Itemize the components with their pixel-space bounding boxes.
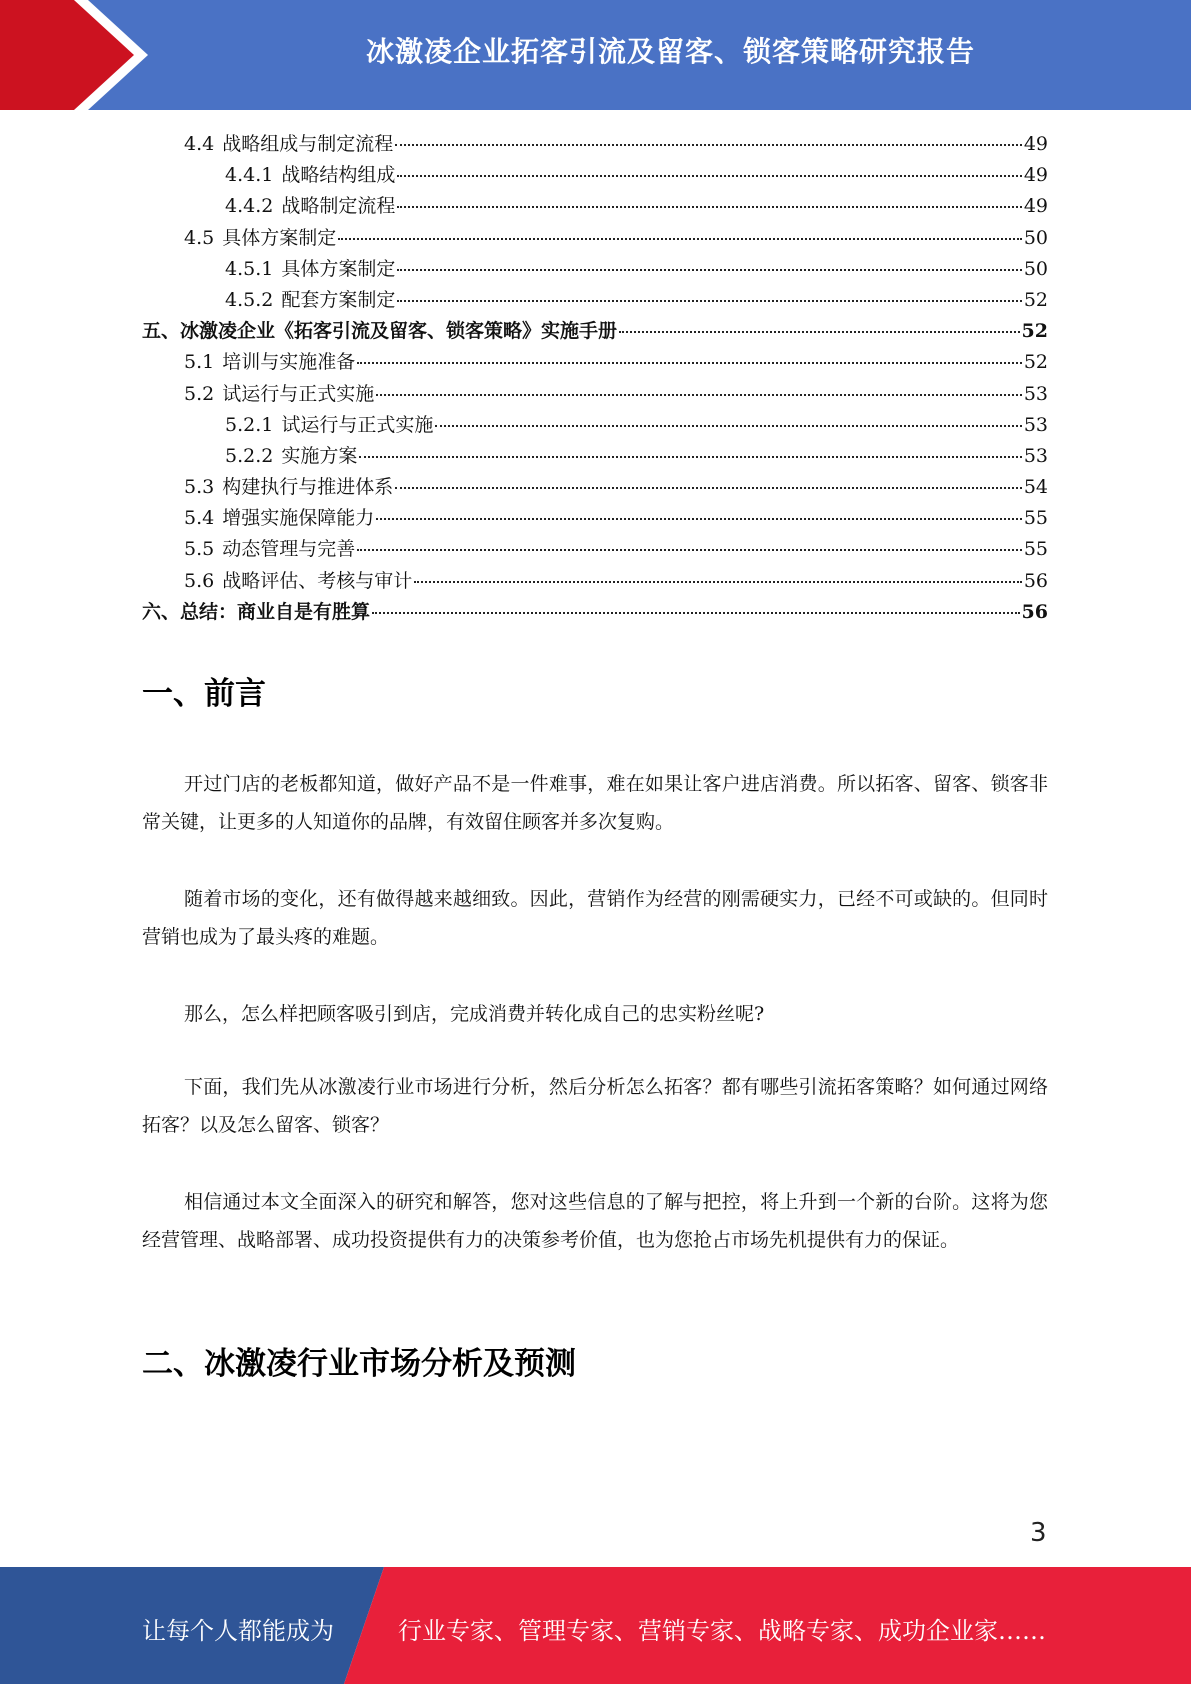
header-chevron-decoration	[0, 0, 160, 110]
toc-entry-number: 五、	[142, 320, 181, 343]
toc-entry-page: 53	[1023, 413, 1048, 436]
toc-entry-number: 5.5	[184, 538, 215, 561]
toc-entry-title: 战略评估、考核与审计	[222, 569, 413, 592]
toc-dot-leader	[395, 144, 1022, 146]
toc-entry-number: 5.6	[184, 569, 215, 592]
toc-entry-title: 战略制定流程	[281, 195, 396, 218]
toc-dot-leader	[397, 175, 1021, 177]
paragraph: 下面，我们先从冰激凌行业市场进行分析，然后分析怎么拓客？都有哪些引流拓客策略？如何通过网络拓客？以及怎么留客、锁客？	[142, 1076, 1048, 1136]
toc-entry[interactable]	[142, 441, 1048, 472]
toc-entry-title: 具体方案制定	[222, 226, 337, 249]
toc-dot-leader	[376, 518, 1022, 520]
toc-dot-leader	[372, 612, 1020, 614]
table-of-contents	[142, 129, 1048, 628]
toc-entry-number: 六、	[142, 600, 181, 623]
toc-entry-number: 4.4.2	[225, 195, 274, 218]
toc-dot-leader	[357, 362, 1022, 364]
section-heading-market-analysis: 二、冰激凌行业市场分析及预测	[142, 1346, 576, 1382]
toc-entry-title: 培训与实施准备	[222, 351, 356, 374]
paragraph: 那么，怎么样把顾客吸引到店，完成消费并转化成自己的忠实粉丝呢?	[184, 1003, 765, 1025]
toc-entry-title: 战略组成与制定流程	[222, 133, 394, 155]
toc-entry-title: 试运行与正式实施	[222, 382, 375, 405]
toc-entry[interactable]	[142, 223, 1048, 254]
toc-dot-leader	[359, 456, 1021, 458]
toc-dot-leader	[619, 331, 1020, 333]
toc-entry-number: 5.2.2	[225, 444, 274, 467]
toc-entry-title: 冰激凌企业《拓客引流及留客、锁客策略》实施手册	[180, 320, 618, 343]
toc-entry[interactable]	[142, 254, 1048, 285]
toc-entry-page: 49	[1023, 133, 1048, 155]
toc-entry-page: 55	[1023, 507, 1048, 530]
toc-dot-leader	[397, 206, 1021, 208]
toc-entry-title: 动态管理与完善	[222, 538, 356, 561]
toc-dot-leader	[414, 581, 1022, 583]
section-heading-preface: 一、前言	[142, 676, 266, 712]
toc-entry-title: 实施方案	[281, 444, 358, 467]
report-title: 冰激凌企业拓客引流及留客、锁客策略研究报告	[365, 35, 975, 68]
toc-entry-title: 试运行与正式实施	[281, 413, 434, 436]
toc-entry-page: 54	[1023, 476, 1048, 499]
toc-entry[interactable]	[142, 285, 1048, 316]
page-header	[0, 0, 1191, 110]
toc-entry-page: 50	[1023, 257, 1048, 280]
toc-dot-leader	[435, 425, 1021, 427]
toc-entry-page: 55	[1023, 538, 1048, 561]
toc-entry[interactable]	[142, 129, 1048, 160]
toc-entry-page: 56	[1021, 600, 1048, 623]
footer-slogan-right: 行业专家、管理专家、营销专家、战略专家、成功企业家……	[398, 1617, 1046, 1645]
toc-entry-number: 4.5.2	[225, 288, 274, 311]
toc-entry-title: 配套方案制定	[281, 288, 396, 311]
paragraph: 随着市场的变化，还有做得越来越细致。因此，营销作为经营的刚需硬实力，已经不可或缺的。但同时营销也成为了最头疼的难题。	[142, 888, 1048, 948]
toc-entry[interactable]	[142, 160, 1048, 191]
toc-dot-leader	[357, 549, 1022, 551]
toc-entry-page: 52	[1023, 288, 1048, 311]
toc-entry-page: 52	[1021, 320, 1048, 343]
toc-dot-leader	[397, 300, 1021, 302]
toc-entry-page: 53	[1023, 444, 1048, 467]
paragraph: 相信通过本文全面深入的研究和解答，您对这些信息的了解与把控，将上升到一个新的台阶。这将为您经营管理、战略部署、成功投资提供有力的决策参考价值，也为您抢占市场先机提供有力的保证。	[142, 1191, 1048, 1251]
toc-entry-page: 49	[1023, 195, 1048, 218]
toc-entry-number: 4.4.1	[225, 164, 274, 187]
toc-entry-number: 5.4	[184, 507, 215, 530]
toc-entry-number: 5.1	[184, 351, 215, 374]
toc-entry-page: 50	[1023, 226, 1048, 249]
toc-entry-number: 4.4	[184, 133, 215, 155]
toc-entry[interactable]	[142, 410, 1048, 441]
toc-entry[interactable]	[142, 191, 1048, 222]
toc-entry[interactable]	[142, 597, 1048, 628]
toc-entry-number: 4.5	[184, 226, 215, 249]
toc-entry-title: 战略结构组成	[281, 164, 396, 187]
toc-dot-leader	[397, 269, 1021, 271]
toc-entry[interactable]	[142, 503, 1048, 534]
paragraph: 开过门店的老板都知道，做好产品不是一件难事，难在如果让客户进店消费。所以拓客、留客、锁客非常关键，让更多的人知道你的品牌，有效留住顾客并多次复购。	[142, 773, 1048, 833]
toc-entry-page: 56	[1023, 569, 1048, 592]
toc-entry-number: 5.2	[184, 382, 215, 405]
toc-entry-page: 49	[1023, 164, 1048, 187]
toc-entry[interactable]	[142, 347, 1048, 378]
toc-entry[interactable]	[142, 472, 1048, 503]
toc-entry[interactable]	[142, 316, 1048, 347]
page-number: 3	[1030, 1518, 1047, 1548]
toc-dot-leader	[338, 238, 1022, 240]
toc-entry-number: 5.3	[184, 476, 215, 499]
toc-entry-title: 增强实施保障能力	[222, 507, 375, 530]
footer-slogan-left: 让每个人都能成为	[142, 1617, 334, 1645]
toc-entry[interactable]	[142, 534, 1048, 565]
toc-entry-title: 具体方案制定	[281, 257, 396, 280]
toc-entry-title: 总结：商业自是有胜算	[180, 600, 371, 623]
toc-dot-leader	[376, 394, 1022, 396]
toc-entry[interactable]	[142, 566, 1048, 597]
toc-entry-page: 52	[1023, 351, 1048, 374]
toc-entry-number: 5.2.1	[225, 413, 274, 436]
toc-dot-leader	[395, 487, 1022, 489]
page-footer	[0, 1567, 1191, 1684]
toc-entry-number: 4.5.1	[225, 257, 274, 280]
toc-entry-title: 构建执行与推进体系	[222, 476, 394, 499]
toc-entry-page: 53	[1023, 382, 1048, 405]
toc-entry[interactable]	[142, 379, 1048, 410]
